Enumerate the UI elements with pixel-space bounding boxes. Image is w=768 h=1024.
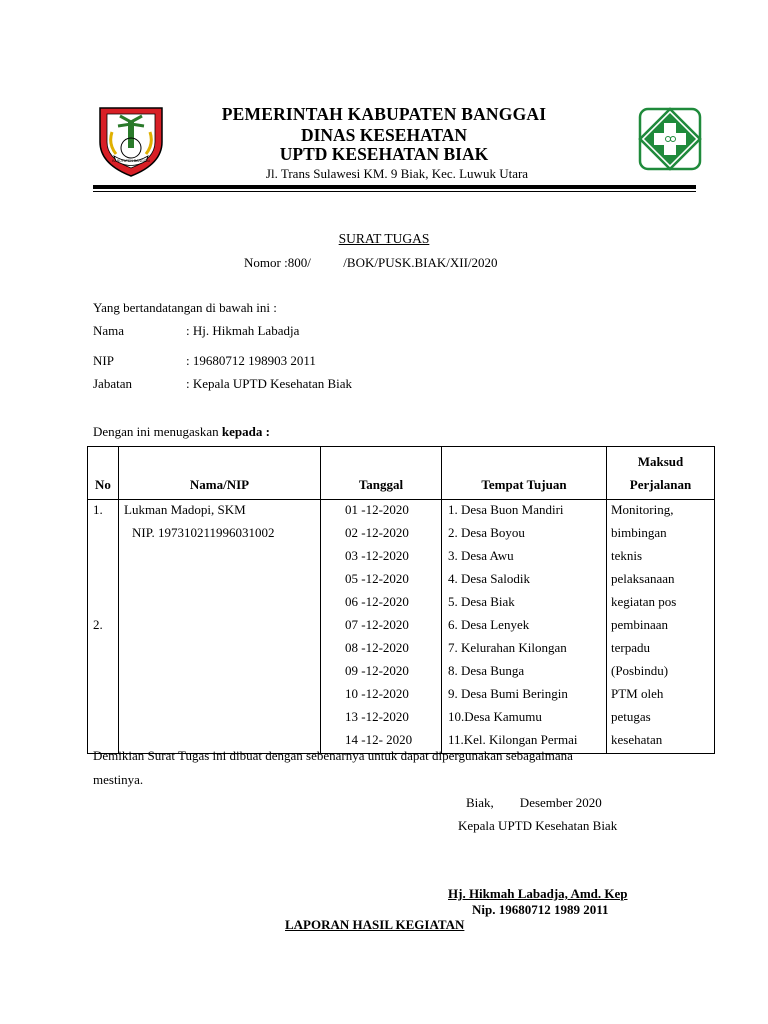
date-item: 03 -12-2020	[345, 548, 409, 563]
intro-text: Yang bertandatangan di bawah ini :	[93, 300, 277, 315]
place-item: 4. Desa Salodik	[448, 571, 530, 586]
signer-name: Hj. Hikmah Labadja, Amd. Kep	[448, 886, 628, 901]
place-item: 6. Desa Lenyek	[448, 617, 530, 632]
assignment-text: Dengan ini menugaskan kepada :	[93, 424, 270, 439]
person-nip: NIP. 197310211996031002	[132, 525, 275, 540]
date-item: 14 -12- 2020	[345, 732, 413, 747]
purpose-item: PTM oleh	[611, 686, 664, 701]
place-and-date: Biak, Desember 2020	[466, 795, 602, 810]
date-item: 06 -12-2020	[345, 594, 409, 609]
nip-label: NIP	[93, 353, 114, 368]
name-label: Nama	[93, 323, 125, 338]
purpose-item: bimbingan	[611, 525, 667, 540]
header-name: Nama/NIP	[119, 447, 321, 500]
report-title: LAPORAN HASIL KEGIATAN	[285, 917, 465, 932]
letterhead-line-3: UPTD KESEHATAN BIAK	[279, 144, 489, 164]
date-item: 09 -12-2020	[345, 663, 409, 678]
purpose-item: kegiatan pos	[611, 594, 677, 609]
purpose-item: kesehatan	[611, 732, 663, 747]
row-number-2: 2.	[93, 617, 103, 632]
position-value: : Kepala UPTD Kesehatan Biak	[186, 376, 353, 391]
place-item: 1. Desa Buon Mandiri	[448, 502, 564, 517]
letterhead-rule-thick	[93, 185, 696, 189]
date-item: 05 -12-2020	[345, 571, 409, 586]
person-name: Lukman Madopi, SKM	[124, 502, 246, 517]
assignment-table	[87, 446, 715, 754]
header-no: No	[88, 447, 119, 500]
place-item: 8. Desa Bunga	[448, 663, 525, 678]
cell-places	[442, 500, 607, 754]
letterhead-line-1: PEMERINTAH KABUPATEN BANGGAI	[221, 104, 547, 124]
signer-position: Kepala UPTD Kesehatan Biak	[458, 818, 618, 833]
table-row	[88, 500, 715, 754]
place-item: 9. Desa Bumi Beringin	[448, 686, 568, 701]
name-value: : Hj. Hikmah Labadja	[186, 323, 300, 338]
date-item: 13 -12-2020	[345, 709, 409, 724]
purpose-item: petugas	[611, 709, 651, 724]
letterhead-line-2: DINAS KESEHATAN	[300, 125, 468, 145]
purpose-item: pembinaan	[611, 617, 669, 632]
place-item: 3. Desa Awu	[448, 548, 514, 563]
place-item: 7. Kelurahan Kilongan	[448, 640, 567, 655]
date-item: 02 -12-2020	[345, 525, 409, 540]
purpose-item: terpadu	[611, 640, 650, 655]
signer-nip: Nip. 19680712 1989 2011	[472, 902, 609, 917]
purpose-item: (Posbindu)	[611, 663, 669, 678]
place-item: 2. Desa Boyou	[448, 525, 525, 540]
document-number: Nomor :800/ /BOK/PUSK.BIAK/XII/2020	[244, 255, 498, 270]
place-item: 10.Desa Kamumu	[448, 709, 542, 724]
cell-purpose	[607, 500, 715, 754]
date-item: 10 -12-2020	[345, 686, 409, 701]
position-label: Jabatan	[93, 376, 132, 391]
header-purpose-line-1: Maksud	[637, 454, 684, 469]
letterhead-rule-thin	[93, 191, 696, 192]
cell-name	[119, 500, 321, 754]
date-item: 07 -12-2020	[345, 617, 409, 632]
purpose-item: Monitoring,	[611, 502, 674, 517]
header-purpose	[607, 447, 715, 500]
date-item: 08 -12-2020	[345, 640, 409, 655]
header-place: Tempat Tujuan	[442, 447, 607, 500]
place-item: 11.Kel. Kilongan Permai	[448, 732, 578, 747]
nip-value: : 19680712 198903 2011	[186, 353, 316, 368]
document-title: SURAT TUGAS	[338, 231, 430, 246]
row-number-1: 1.	[93, 502, 103, 517]
date-item: 01 -12-2020	[345, 502, 409, 517]
cell-dates	[321, 500, 442, 754]
svg-text:KABUPATEN BANGGAI: KABUPATEN BANGGAI	[112, 159, 150, 163]
cell-no	[88, 500, 119, 754]
table-header-row	[88, 447, 715, 500]
place-item: 5. Desa Biak	[448, 594, 515, 609]
header-purpose-line-2: Perjalanan	[629, 477, 692, 492]
purpose-item: teknis	[611, 548, 643, 563]
closing-line-2: mestinya.	[93, 772, 144, 787]
letterhead-address: Jl. Trans Sulawesi KM. 9 Biak, Kec. Luwuk Utara	[265, 166, 529, 181]
header-date: Tanggal	[321, 447, 442, 500]
purpose-item: pelaksanaan	[611, 571, 675, 586]
closing-line-1: Demikian Surat Tugas ini dibuat dengan sebenarnya untuk dapat dipergunakan sebagaimana	[93, 748, 573, 763]
